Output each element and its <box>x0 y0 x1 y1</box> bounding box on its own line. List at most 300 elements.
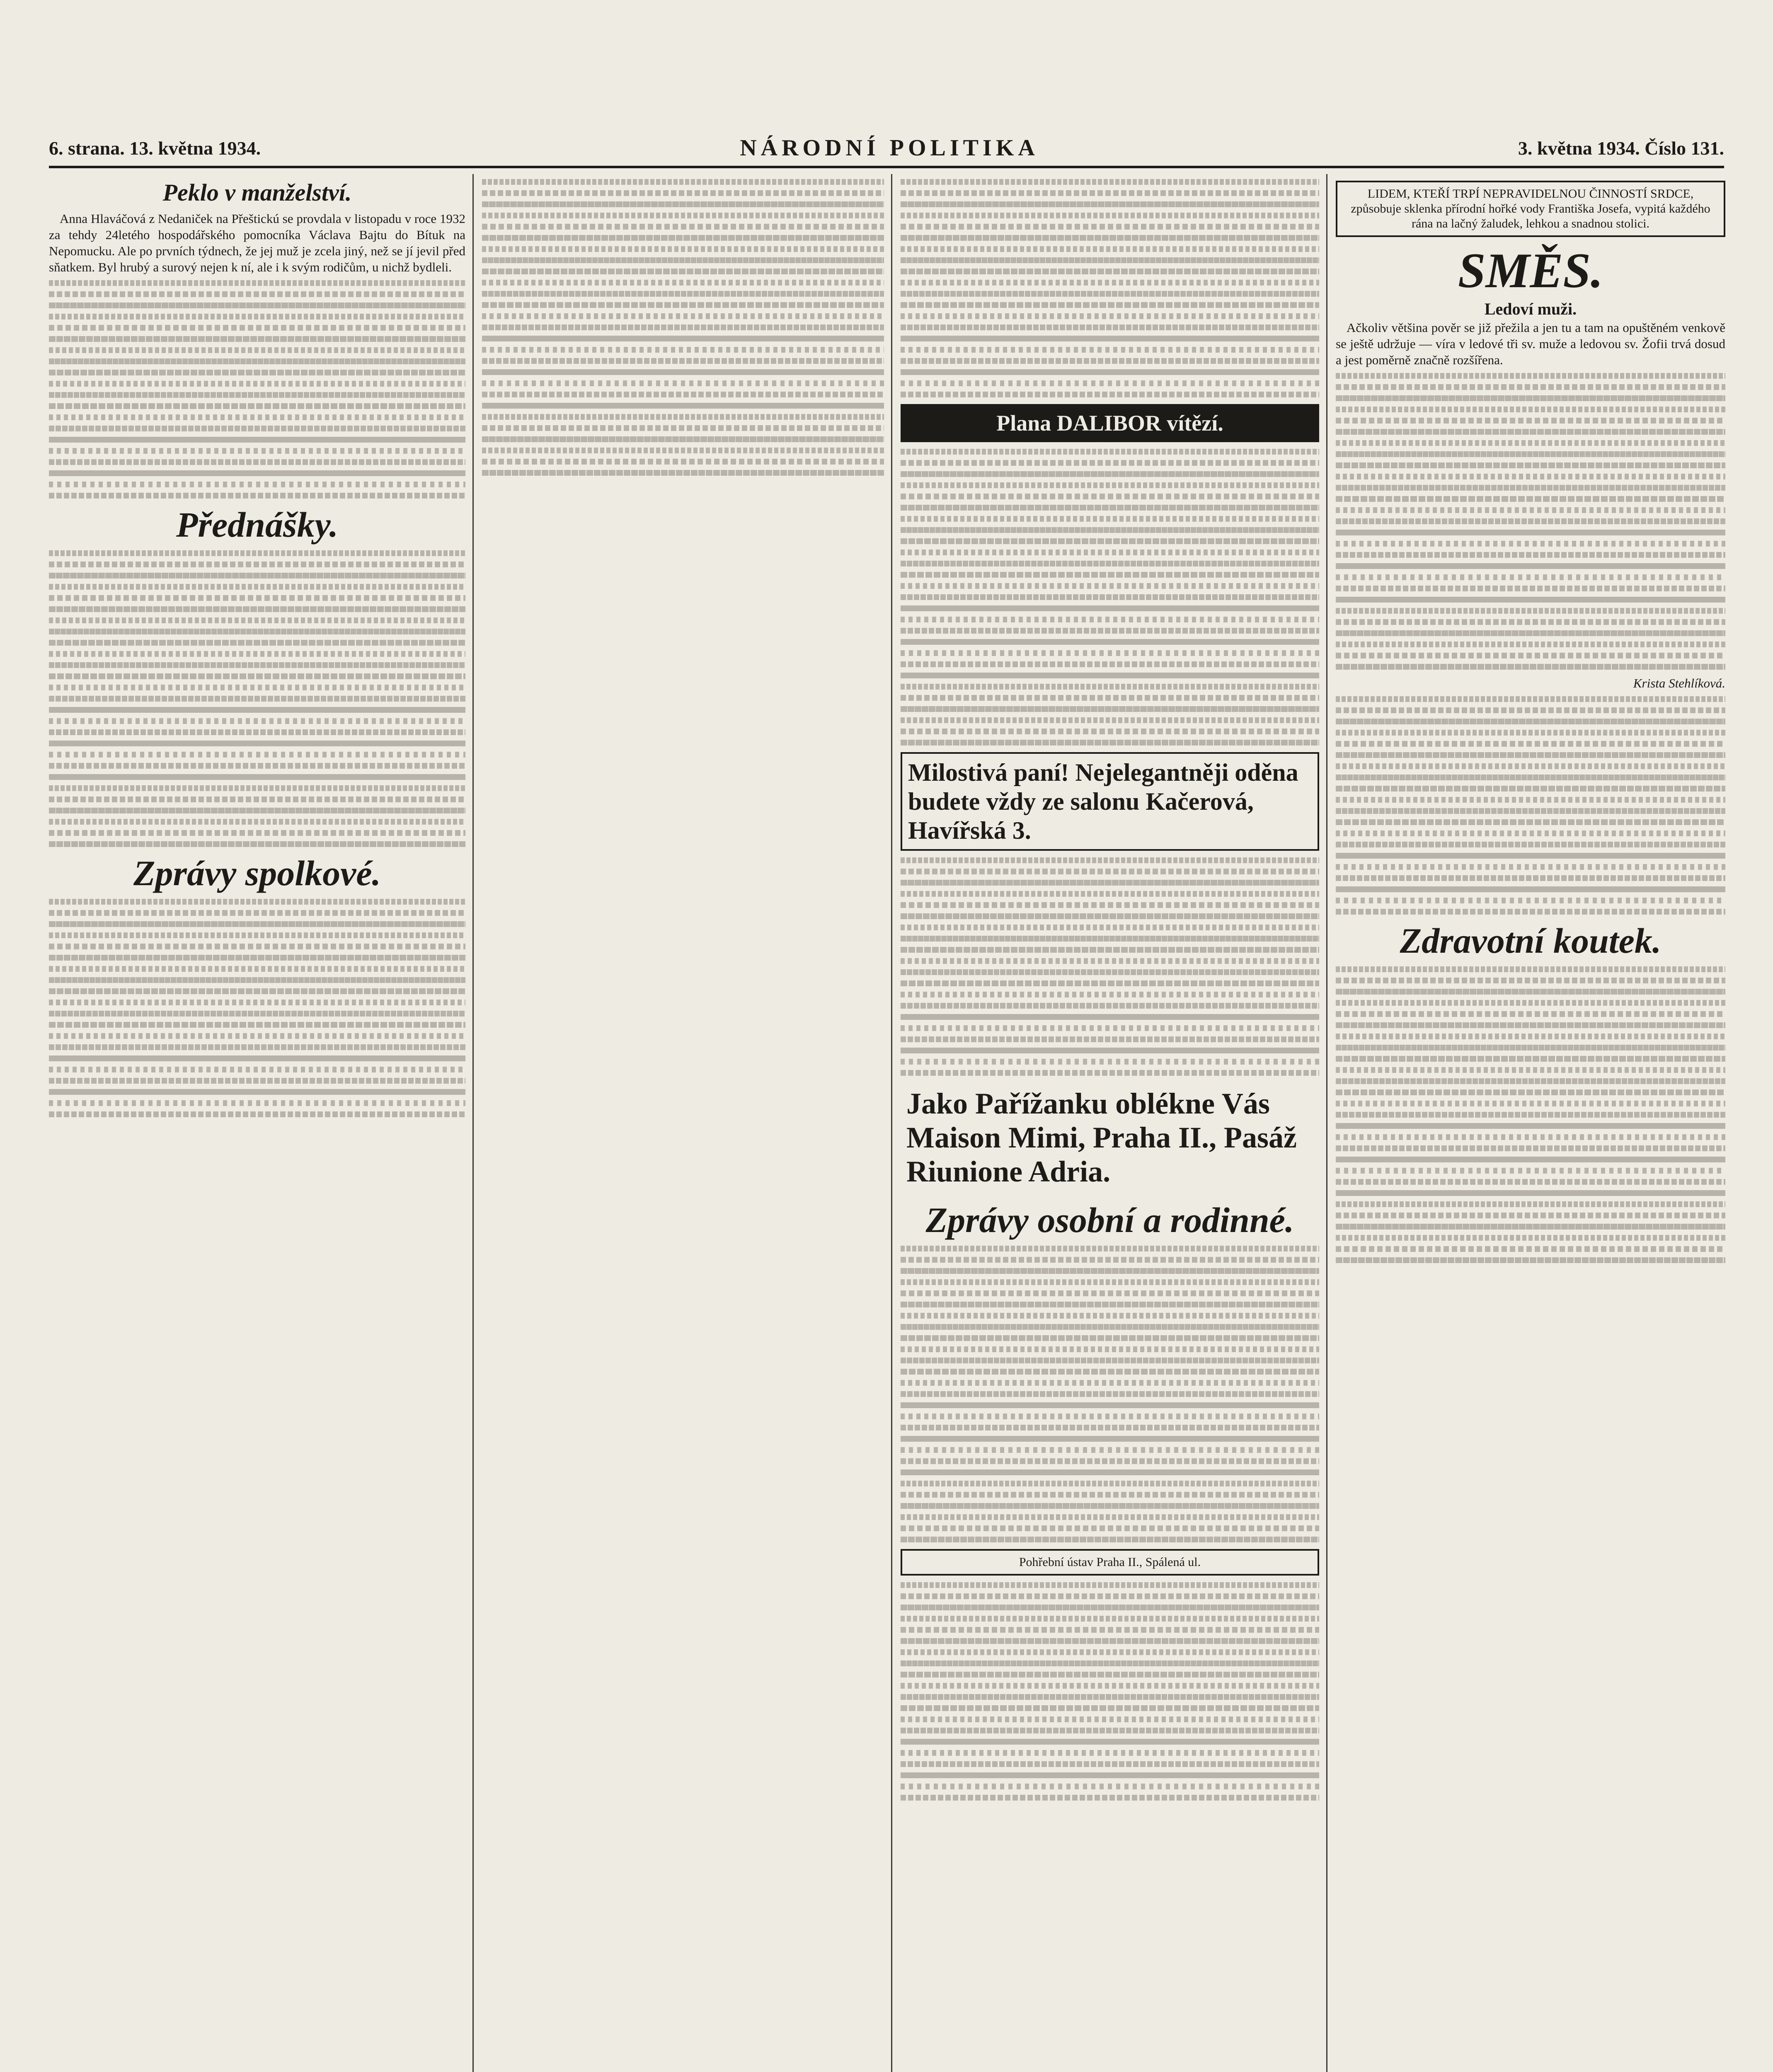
text-line <box>1336 763 1725 769</box>
text-line <box>49 1111 465 1117</box>
text-line <box>482 179 884 185</box>
text-line <box>1336 664 1725 670</box>
text-line <box>1336 886 1725 892</box>
text-line <box>901 992 1319 997</box>
text-line <box>901 1627 1319 1633</box>
text-line <box>1336 819 1725 825</box>
text-line <box>49 448 465 454</box>
text-line <box>901 1302 1319 1307</box>
text-line <box>49 910 465 916</box>
text-line <box>1336 1045 1725 1051</box>
text-line <box>482 358 884 364</box>
text-line <box>49 673 465 679</box>
text-line <box>1336 989 1725 995</box>
text-line <box>901 1003 1319 1009</box>
text-line <box>49 932 465 938</box>
text-line <box>482 369 884 375</box>
text-line <box>901 471 1319 477</box>
text-line <box>901 650 1319 656</box>
text-line <box>1336 630 1725 636</box>
text-line <box>901 1705 1319 1711</box>
text-line <box>1336 541 1725 547</box>
text-line <box>482 403 884 409</box>
text-line <box>901 740 1319 746</box>
text-line <box>901 1739 1319 1745</box>
text-line <box>901 516 1319 522</box>
text-line <box>49 403 465 409</box>
text-line <box>1336 1056 1725 1062</box>
text-line <box>49 977 465 983</box>
text-line <box>482 213 884 218</box>
text-line <box>49 291 465 297</box>
text-line <box>901 257 1319 263</box>
text-line <box>49 707 465 713</box>
text-line <box>49 629 465 634</box>
text-line <box>1336 418 1725 424</box>
text-line <box>482 235 884 241</box>
text-line <box>1336 898 1725 903</box>
text-line <box>1336 451 1725 457</box>
text-line <box>901 201 1319 207</box>
text-line <box>482 190 884 196</box>
text-line <box>1336 842 1725 847</box>
text-line <box>49 640 465 646</box>
text-line <box>1336 1078 1725 1084</box>
text-line <box>901 482 1319 488</box>
text-line <box>49 325 465 331</box>
section-heading: Zprávy osobní a rodinné. <box>925 1200 1294 1240</box>
section-heading: Přednášky. <box>176 505 338 545</box>
text-line <box>901 1268 1319 1274</box>
text-line <box>1336 730 1725 736</box>
text-line <box>1336 462 1725 468</box>
header-left: 6. strana. 13. května 1934. <box>49 137 261 159</box>
text-line <box>1336 395 1725 401</box>
text-line <box>49 718 465 724</box>
text-line <box>901 1672 1319 1677</box>
text-line <box>49 955 465 961</box>
text-line <box>901 925 1319 930</box>
text-line <box>49 729 465 735</box>
text-line <box>901 717 1319 723</box>
text-line <box>49 1067 465 1072</box>
text-block <box>49 280 465 499</box>
text-line <box>901 1458 1319 1464</box>
text-line <box>482 257 884 263</box>
text-line <box>901 729 1319 734</box>
text-line <box>482 470 884 476</box>
text-line <box>49 899 465 905</box>
text-line <box>1336 797 1725 803</box>
text-line <box>901 684 1319 690</box>
column-1 <box>49 174 465 2072</box>
column-4 <box>1336 174 1725 2072</box>
text-block <box>49 899 465 1117</box>
text-line <box>901 235 1319 241</box>
text-line <box>901 673 1319 678</box>
text-line <box>49 1022 465 1028</box>
text-line <box>1336 1123 1725 1129</box>
text-line <box>901 857 1319 863</box>
text-line <box>1336 707 1725 713</box>
text-line <box>1336 1213 1725 1218</box>
text-line <box>901 661 1319 667</box>
text-line <box>901 280 1319 286</box>
text-line <box>49 1078 465 1084</box>
text-line <box>901 639 1319 645</box>
text-line <box>901 1324 1319 1330</box>
text-line <box>1336 1034 1725 1039</box>
text-block <box>901 857 1319 1076</box>
text-line <box>901 1346 1319 1352</box>
text-line <box>901 706 1319 712</box>
text-line <box>1336 864 1725 870</box>
text-line <box>49 763 465 769</box>
text-line <box>901 1694 1319 1700</box>
text-line <box>901 1605 1319 1610</box>
text-line <box>49 414 465 420</box>
advertisement: LIDEM, KTEŘÍ TRPÍ NEPRAVIDELNOU ČINNOSTÍ SRDCE, způsobuje sklenka přírodní hořké vody Františka Josefa, vypitá každého rána na lačný žaludek, lehkou a snadnou stolici. <box>1336 181 1725 237</box>
column-divider <box>1326 174 1327 2072</box>
text-line <box>901 1246 1319 1251</box>
text-line <box>901 527 1319 533</box>
text-line <box>49 280 465 286</box>
text-line <box>901 561 1319 566</box>
text-line <box>901 869 1319 874</box>
text-line <box>901 324 1319 330</box>
text-line <box>49 1089 465 1095</box>
text-line <box>1336 786 1725 792</box>
text-line <box>901 246 1319 252</box>
text-line <box>901 1638 1319 1644</box>
text-line <box>482 380 884 386</box>
text-line <box>49 1011 465 1017</box>
text-line <box>901 1059 1319 1065</box>
text-line <box>1336 1168 1725 1174</box>
text-line <box>1336 496 1725 502</box>
text-line <box>901 1728 1319 1733</box>
text-line <box>1336 719 1725 724</box>
text-line <box>1336 1089 1725 1095</box>
text-line <box>901 179 1319 185</box>
text-line <box>1336 978 1725 983</box>
text-line <box>1336 853 1725 859</box>
text-line <box>1336 830 1725 836</box>
text-line <box>901 449 1319 455</box>
text-line <box>49 741 465 746</box>
text-line <box>1336 440 1725 446</box>
text-line <box>482 313 884 319</box>
text-line <box>49 482 465 487</box>
text-line <box>901 213 1319 218</box>
text-line <box>1336 530 1725 535</box>
text-line <box>901 1649 1319 1655</box>
text-line <box>49 370 465 375</box>
text-line <box>901 1070 1319 1076</box>
text-line <box>1336 808 1725 814</box>
text-line <box>1336 966 1725 972</box>
text-line <box>901 958 1319 964</box>
text-line <box>901 891 1319 897</box>
text-line <box>49 1044 465 1050</box>
masthead-title: NÁRODNÍ POLITIKA <box>740 135 1039 161</box>
text-line <box>901 460 1319 466</box>
section-heading: SMĚS. <box>1458 243 1603 298</box>
text-block <box>901 179 1319 397</box>
classified-ad: Pohřební ústav Praha II., Spálená ul. <box>901 1549 1319 1576</box>
text-line <box>49 651 465 657</box>
column-2 <box>482 174 884 2072</box>
text-line <box>1336 384 1725 390</box>
article-paragraph: Anna Hlaváčová z Nedaniček na Přeštickú se provdala v listopadu v roce 1932 za tehdy 24letého hospodářského pomocníka Václava Bajtu do Bítuk na Nepomucku. Ale po prvních týdnech, že jej muž je zcela jiný, než se jí jevil před sňatkem. Byl hrubý a surový nejen k ní, ale i k svým rodičům, u nichž bydleli. <box>49 211 465 274</box>
text-line <box>901 583 1319 589</box>
text-line <box>901 1335 1319 1341</box>
text-line <box>901 1036 1319 1042</box>
advertisement: Jako Pařížanku oblékne Vás Maison Mimi, Praha II., Pasáž Riunione Adria. <box>906 1087 1297 1188</box>
text-line <box>482 436 884 442</box>
text-line <box>901 1380 1319 1386</box>
text-line <box>901 880 1319 886</box>
text-line <box>1336 429 1725 435</box>
text-line <box>482 280 884 286</box>
text-line <box>901 1593 1319 1599</box>
text-line <box>49 921 465 927</box>
text-line <box>901 1447 1319 1453</box>
text-line <box>901 291 1319 297</box>
text-line <box>482 392 884 397</box>
article-paragraph: Ačkoliv většina pověr se již přežila a jen tu a tam na opuštěném venkově se ještě udržuje — víra v ledové tři sv. muže a ledovou sv. Žofii trvá dosud a jest poměrně značně rozšířena. <box>1336 320 1725 367</box>
header-right: 3. května 1934. Číslo 131. <box>1518 137 1724 159</box>
text-line <box>1336 1112 1725 1118</box>
text-block <box>1336 373 1725 670</box>
text-line <box>1336 696 1725 702</box>
text-line <box>901 1391 1319 1397</box>
text-line <box>482 347 884 353</box>
text-line <box>901 1290 1319 1296</box>
text-line <box>901 1784 1319 1789</box>
text-line <box>482 269 884 274</box>
header-rule <box>49 166 1724 168</box>
text-line <box>901 1761 1319 1767</box>
text-line <box>1336 1011 1725 1017</box>
text-line <box>49 696 465 702</box>
text-block <box>901 1582 1319 1801</box>
text-line <box>901 1469 1319 1475</box>
text-line <box>49 819 465 825</box>
text-line <box>1336 407 1725 412</box>
text-line <box>49 1033 465 1039</box>
text-line <box>49 426 465 431</box>
text-line <box>49 381 465 387</box>
text-line <box>482 302 884 308</box>
text-line <box>901 347 1319 353</box>
page-header <box>49 135 1724 161</box>
text-line <box>901 494 1319 499</box>
text-line <box>1336 1067 1725 1073</box>
text-line <box>901 1582 1319 1588</box>
column-divider <box>472 174 474 2072</box>
text-line <box>901 1492 1319 1498</box>
text-line <box>1336 552 1725 558</box>
text-line <box>901 572 1319 578</box>
text-line <box>1336 1190 1725 1196</box>
text-line <box>1336 741 1725 747</box>
text-line <box>1336 1000 1725 1006</box>
text-line <box>482 291 884 297</box>
text-line <box>49 562 465 567</box>
text-line <box>901 1414 1319 1419</box>
text-line <box>1336 507 1725 513</box>
text-line <box>901 1436 1319 1442</box>
text-block <box>1336 696 1725 915</box>
text-line <box>49 606 465 612</box>
text-line <box>901 1750 1319 1756</box>
text-line <box>1336 752 1725 758</box>
text-line <box>901 1525 1319 1531</box>
text-line <box>901 505 1319 511</box>
text-line <box>901 1402 1319 1408</box>
text-line <box>901 269 1319 274</box>
text-line <box>482 201 884 207</box>
text-line <box>901 1279 1319 1285</box>
text-line <box>1336 518 1725 524</box>
text-line <box>1336 586 1725 591</box>
text-line <box>901 1616 1319 1622</box>
advertisement: Milostivá paní! Nejelegantněji oděna budete vždy ze salonu Kačerová, Havířská 3. <box>901 752 1319 851</box>
text-line <box>482 246 884 252</box>
text-line <box>1336 1145 1725 1151</box>
text-line <box>49 347 465 353</box>
text-line <box>1336 1257 1725 1263</box>
text-line <box>49 470 465 476</box>
text-line <box>901 947 1319 953</box>
text-line <box>901 913 1319 919</box>
text-line <box>49 336 465 342</box>
section-heading: Zdravotní koutek. <box>1400 921 1662 961</box>
text-line <box>901 538 1319 544</box>
text-line <box>49 944 465 949</box>
text-line <box>49 392 465 398</box>
text-line <box>1336 1134 1725 1140</box>
text-line <box>49 314 465 320</box>
text-line <box>901 902 1319 908</box>
text-line <box>901 224 1319 230</box>
text-line <box>901 1716 1319 1722</box>
text-line <box>482 324 884 330</box>
text-line <box>49 584 465 590</box>
text-line <box>901 980 1319 986</box>
text-line <box>49 459 465 465</box>
text-line <box>49 573 465 579</box>
text-line <box>49 774 465 780</box>
text-line <box>901 392 1319 397</box>
article-heading: Peklo v manželství. <box>162 179 352 206</box>
text-line <box>901 1772 1319 1778</box>
text-line <box>901 302 1319 308</box>
text-line <box>901 1014 1319 1020</box>
column-3 <box>901 174 1319 2072</box>
text-line <box>901 313 1319 319</box>
text-line <box>901 1503 1319 1509</box>
text-line <box>901 628 1319 634</box>
text-line <box>901 1514 1319 1520</box>
text-line <box>49 1055 465 1061</box>
text-line <box>901 1369 1319 1375</box>
text-line <box>49 595 465 601</box>
text-line <box>1336 775 1725 780</box>
text-line <box>49 662 465 668</box>
column-divider <box>891 174 892 2072</box>
text-line <box>1336 1224 1725 1230</box>
text-line <box>901 617 1319 622</box>
text-line <box>1336 574 1725 580</box>
text-line <box>482 425 884 431</box>
text-line <box>901 605 1319 611</box>
text-line <box>49 550 465 556</box>
text-line <box>1336 485 1725 491</box>
text-line <box>901 1313 1319 1319</box>
text-block <box>901 449 1319 746</box>
text-line <box>1336 1022 1725 1028</box>
text-line <box>1336 563 1725 569</box>
text-line <box>49 785 465 791</box>
text-line <box>901 969 1319 975</box>
text-line <box>901 380 1319 386</box>
text-line <box>901 369 1319 375</box>
text-line <box>1336 619 1725 625</box>
text-line <box>901 190 1319 196</box>
text-line <box>901 1537 1319 1542</box>
text-line <box>1336 875 1725 881</box>
advertisement: Plana DALIBOR vítězí. <box>901 404 1319 442</box>
text-line <box>901 1025 1319 1031</box>
text-line <box>482 448 884 453</box>
text-line <box>49 303 465 308</box>
text-block <box>1336 966 1725 1263</box>
text-block <box>901 1246 1319 1542</box>
text-line <box>901 594 1319 600</box>
text-line <box>49 1100 465 1106</box>
text-line <box>49 617 465 623</box>
author-signature: Krista Stehlíková. <box>1633 676 1725 690</box>
text-line <box>1336 597 1725 603</box>
text-line <box>482 336 884 341</box>
text-line <box>1336 1157 1725 1162</box>
text-line <box>49 966 465 972</box>
text-line <box>1336 1101 1725 1106</box>
text-line <box>49 830 465 836</box>
text-line <box>1336 1235 1725 1241</box>
text-line <box>1336 1201 1725 1207</box>
text-line <box>49 493 465 499</box>
text-line <box>901 936 1319 942</box>
text-line <box>901 1358 1319 1363</box>
text-line <box>1336 608 1725 614</box>
text-line <box>901 549 1319 555</box>
text-line <box>1336 474 1725 479</box>
text-line <box>482 414 884 420</box>
text-line <box>1336 653 1725 658</box>
text-line <box>901 1048 1319 1053</box>
text-line <box>901 1661 1319 1666</box>
text-line <box>901 1481 1319 1486</box>
text-line <box>49 685 465 690</box>
text-line <box>901 336 1319 341</box>
text-line <box>1336 909 1725 915</box>
text-line <box>1336 1179 1725 1185</box>
text-line <box>901 1425 1319 1431</box>
text-line <box>1336 1246 1725 1252</box>
